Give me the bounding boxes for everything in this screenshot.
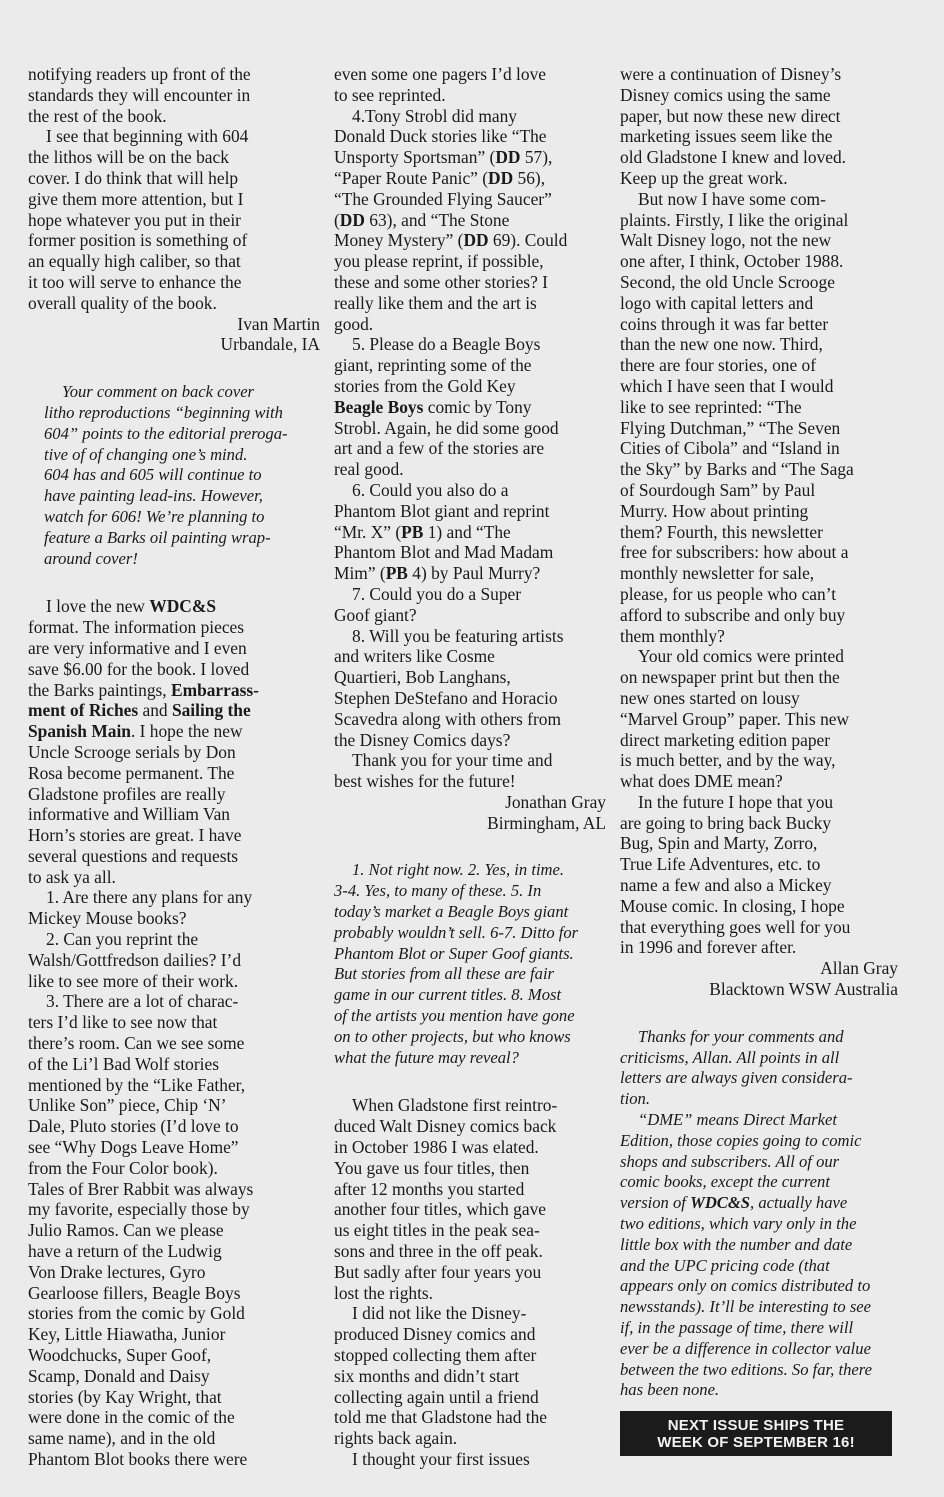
text-line: afford to subscribe and only buy: [620, 604, 846, 625]
text-line: I did not like the Disney-: [352, 1303, 527, 1324]
title-embarrassment: Embarrass-: [170, 679, 259, 700]
text-line: Tales of Brer Rabbit was always: [28, 1178, 254, 1199]
text-line: In the future I hope that you: [638, 791, 834, 812]
text-line: if, in the passage of time, there will: [620, 1318, 854, 1338]
text-line: plaints. Firstly, I like the original: [620, 209, 849, 230]
text-line: one after, I think, October 1988.: [620, 251, 844, 272]
text-line: You gave us four titles, then: [334, 1157, 530, 1178]
text-fragment: 56),: [513, 167, 546, 188]
question-5: [334, 334, 606, 480]
text-fragment: “Paper Route Panic” (: [334, 167, 489, 188]
text-line: like to see reprinted: “The: [620, 396, 802, 417]
text-line: Phantom Blot and Mad Madam: [334, 542, 554, 563]
abbr-pb: PB: [401, 521, 424, 542]
text-line: produced Disney comics and: [334, 1324, 536, 1345]
signature-name: Allan Gray: [820, 958, 898, 979]
text-line: Key, Little Hiawatha, Junior: [28, 1324, 226, 1345]
text-line: you please reprint, if possible,: [334, 251, 544, 272]
signature-name: Jonathan Gray: [505, 791, 606, 812]
signature-place: Urbandale, IA: [220, 334, 320, 355]
text-line: appears only on comics distributed to: [620, 1276, 871, 1296]
text-line: duced Walt Disney comics back: [334, 1116, 557, 1137]
text-line: of the artists you mention have gone: [334, 1006, 575, 1026]
text-fragment: Unsporty Sportsman” (: [334, 147, 496, 168]
text-line: on newspaper print but then the: [620, 667, 840, 688]
title-wdcs: WDC&S: [149, 596, 217, 617]
text-line: several questions and requests: [28, 845, 239, 866]
text-line: lost the rights.: [334, 1282, 434, 1303]
banner-line-1: NEXT ISSUE SHIPS THE: [667, 1417, 845, 1435]
text-line: Your comment on back cover: [62, 382, 255, 402]
text-line: stopped collecting them after: [334, 1345, 537, 1366]
text-line: are very informative and I even: [28, 637, 247, 658]
text-line: “DME” means Direct Market: [638, 1110, 837, 1130]
text-line: 3. There are a lot of charac-: [46, 991, 239, 1012]
text-line: see “Why Dogs Leave Home”: [28, 1137, 239, 1158]
text-line: paper, but now these new direct: [620, 105, 841, 126]
text-line: the Sky” by Barks and “The Saga: [620, 459, 854, 480]
text-line: 7. Could you do a Super: [352, 583, 522, 604]
text-line: 1. Not right now. 2. Yes, in time.: [352, 860, 565, 880]
text-line: monthly newsletter for sale,: [620, 563, 815, 584]
letter-1-continued: [28, 64, 320, 126]
text-line: another four titles, which gave: [334, 1199, 546, 1220]
text-line: collecting again until a friend: [334, 1386, 539, 1407]
text-line: Cities of Cibola” and “Island in: [620, 438, 840, 459]
text-line: [334, 522, 606, 543]
title-sailing: Sailing the: [171, 700, 251, 721]
text-line: stories from the comic by Gold: [28, 1303, 245, 1324]
text-line: 3-4. Yes, to many of these. 5. In: [334, 881, 542, 901]
text-line: feature a Barks oil painting wrap-: [44, 527, 271, 547]
text-line: [334, 397, 606, 418]
text-line: on to other projects, but who knows: [334, 1026, 571, 1046]
signature-name: Ivan Martin: [237, 313, 320, 334]
abbr-dd: DD: [339, 209, 365, 230]
column-2: [334, 64, 606, 1470]
text-line: standards they will encounter in: [28, 84, 251, 105]
text-line: [620, 1193, 898, 1214]
text-line: [28, 680, 320, 701]
letter-2-closing: [334, 750, 606, 792]
text-line: shops and subscribers. All of our: [620, 1151, 840, 1171]
text-line: newsstands). It’ll be interesting to see: [620, 1297, 872, 1317]
question-8: [334, 626, 606, 751]
letter-3-paragraph-1: [334, 1095, 606, 1303]
text-line: Edition, those copies going to comic: [620, 1130, 862, 1150]
text-fragment: 63), and “The Stone: [364, 209, 510, 230]
text-fragment: 4) by Paul Murry?: [407, 563, 541, 584]
text-line: [28, 596, 320, 617]
text-line: 4.Tony Strobl did many: [352, 105, 517, 126]
signature-allan-gray: [620, 958, 898, 1000]
text-line: Dale, Pluto stories (I’d love to: [28, 1116, 239, 1137]
text-line: stories (by Kay Wright, that: [28, 1386, 222, 1407]
text-line: between the two editions. So far, there: [620, 1359, 872, 1379]
text-line: [334, 230, 606, 251]
text-line: Mouse comic. In closing, I hope: [620, 895, 845, 916]
text-fragment: 57),: [520, 147, 553, 168]
text-line: that everything goes well for you: [620, 916, 851, 937]
text-line: informative and William Van: [28, 804, 230, 825]
text-line: [334, 147, 606, 168]
text-line: two editions, which vary only in the: [620, 1214, 857, 1234]
text-line: have painting lead-ins. However,: [44, 486, 263, 506]
text-line: ever be a difference in collector value: [620, 1338, 871, 1358]
text-line: “The Grounded Flying Saucer”: [334, 188, 552, 209]
text-line: 1. Are there any plans for any: [46, 887, 253, 908]
text-line: than the new one now. Third,: [620, 334, 823, 355]
letter-3-complaints: [620, 189, 898, 647]
text-line: Rosa become permanent. The: [28, 762, 235, 783]
text-line: Disney comics using the same: [620, 84, 831, 105]
text-line: free for subscribers: how about a: [620, 542, 849, 563]
text-line: Scamp, Donald and Daisy: [28, 1365, 210, 1386]
text-line: Woodchucks, Super Goof,: [28, 1345, 212, 1366]
text-line: Mickey Mouse books?: [28, 908, 187, 929]
text-line: and writers like Cosme: [334, 646, 495, 667]
text-line: Uncle Scrooge serials by Don: [28, 741, 236, 762]
text-line: 6. Could you also do a: [352, 479, 509, 500]
text-line: really like them and the art is: [334, 292, 537, 313]
text-line: tive of of changing one’s mind.: [44, 444, 248, 464]
text-line: former position is something of: [28, 230, 248, 251]
text-line: ters I’d like to see now that: [28, 1012, 218, 1033]
text-line: the rest of the book.: [28, 105, 167, 126]
text-line: I see that beginning with 604: [46, 126, 249, 147]
text-line: six months and didn’t start: [334, 1365, 520, 1386]
text-line: I thought your first issues: [352, 1449, 530, 1469]
text-line: there’s room. Can we see some: [28, 1033, 245, 1054]
text-fragment: comic by Tony: [423, 396, 532, 417]
text-line: When Gladstone first reintro-: [352, 1095, 558, 1116]
text-line: best wishes for the future!: [334, 771, 516, 792]
text-line: giant, reprinting some of the: [334, 355, 532, 376]
text-line: them monthly?: [620, 625, 725, 646]
text-fragment: 1) and “The: [423, 521, 511, 542]
text-line: after 12 months you started: [334, 1178, 525, 1199]
text-line: 5. Please do a Beagle Boys: [352, 334, 541, 355]
column-3: [620, 64, 898, 1456]
text-line: [334, 168, 606, 189]
text-line: Stephen DeStefano and Horacio: [334, 687, 558, 708]
text-line: good.: [334, 313, 374, 334]
letter-3-future: [620, 792, 898, 958]
title-beagle-boys: Beagle Boys: [334, 396, 424, 417]
text-line: hope whatever you put in their: [28, 209, 241, 230]
text-line: like to see more of their work.: [28, 970, 239, 991]
text-line: to ask ya all.: [28, 866, 116, 887]
text-line: True Life Adventures, etc. to: [620, 854, 821, 875]
text-line: of the Li’l Bad Wolf stories: [28, 1053, 219, 1074]
letter-1-paragraph-2: [28, 126, 320, 313]
text-line: in October 1986 I was elated.: [334, 1137, 539, 1158]
text-line: Bug, Spin and Marty, Zorro,: [620, 833, 818, 854]
editor-reply-3a: [620, 1027, 898, 1110]
text-line: same name), and in the old: [28, 1428, 216, 1449]
text-fragment: 69). Could: [488, 230, 568, 251]
text-line: notifying readers up front of the: [28, 64, 251, 84]
text-fragment: Money Mystery” (: [334, 230, 464, 251]
text-line: of Sourdough Sam” by Paul: [620, 479, 816, 500]
text-line: my favorite, especially those by: [28, 1199, 250, 1220]
text-line: these and some other stories? I: [334, 271, 548, 292]
next-issue-banner: [620, 1411, 892, 1456]
title-sailing-cont: Spanish Main: [28, 721, 131, 742]
text-fragment: Mim” (: [334, 563, 386, 584]
text-line: game in our current titles. 8. Most: [334, 985, 562, 1005]
question-4: [334, 106, 606, 335]
text-line: But stories from all these are fair: [334, 964, 555, 984]
text-line: coins through it was far better: [620, 313, 829, 334]
banner-line-2: WEEK OF SEPTEMBER 16!: [657, 1434, 855, 1452]
signature-jonathan-gray: [334, 792, 606, 834]
text-line: Von Drake lectures, Gyro: [28, 1261, 206, 1282]
text-line: overall quality of the book.: [28, 292, 217, 313]
question-6: [334, 480, 606, 584]
letter-3-continued: [620, 64, 898, 189]
text-line: Thanks for your comments and: [638, 1026, 844, 1046]
column-1: [28, 64, 320, 1470]
title-wdcs: WDC&S: [690, 1193, 751, 1213]
letter-2-continued: [334, 64, 606, 106]
text-line: and the UPC pricing code (that: [620, 1255, 830, 1275]
text-line: comic books, except the current: [620, 1172, 830, 1192]
text-line: 604 has and 605 will continue to: [44, 465, 262, 485]
text-fragment: version of: [620, 1193, 691, 1213]
text-line: what the future may reveal?: [334, 1047, 519, 1067]
text-line: Phantom Blot books there were: [28, 1449, 248, 1469]
letter-3-paragraph-3: [334, 1449, 606, 1470]
letter-3-paragraph-2: [334, 1303, 606, 1449]
text-line: letters are always given considera-: [620, 1068, 853, 1088]
text-line: sons and three in the off peak.: [334, 1241, 543, 1262]
text-line: cover. I do think that will help: [28, 167, 239, 188]
text-line: Unlike Son” piece, Chip ‘N’: [28, 1095, 227, 1116]
text-line: tion.: [620, 1089, 650, 1109]
text-line: name a few and also a Mickey: [620, 875, 832, 896]
text-line: Flying Dutchman,” “The Seven: [620, 417, 841, 438]
text-line: Thank you for your time and: [352, 750, 553, 771]
text-line: the Disney Comics days?: [334, 729, 511, 750]
text-line: are going to bring back Bucky: [620, 812, 832, 833]
text-line: were done in the comic of the: [28, 1407, 235, 1428]
text-line: give them more attention, but I: [28, 188, 244, 209]
text-line: direct marketing edition paper: [620, 729, 831, 750]
text-line: Your old comics were printed: [638, 646, 844, 667]
abbr-pb: PB: [385, 563, 408, 584]
text-line: criticisms, Allan. All points in all: [620, 1047, 840, 1067]
text-line: Julio Ramos. Can we please: [28, 1220, 224, 1241]
text-line: “Marvel Group” paper. This new: [620, 708, 850, 729]
letter-2-paragraph-1: [28, 596, 320, 887]
text-line: Goof giant?: [334, 604, 417, 625]
abbr-dd: DD: [495, 147, 521, 168]
text-line: [334, 563, 606, 584]
text-line: new ones started on lousy: [620, 687, 800, 708]
editor-reply-1: [28, 382, 320, 569]
text-line: Gladstone profiles are really: [28, 783, 226, 804]
text-line: [28, 700, 320, 721]
text-line: litho reproductions “beginning with: [44, 402, 283, 422]
letter-3-paper: [620, 646, 898, 792]
text-line: 2. Can you reprint the: [46, 929, 199, 950]
text-fragment: and: [138, 700, 172, 721]
text-line: marketing issues seem like the: [620, 126, 833, 147]
text-line: has been none.: [620, 1380, 720, 1400]
text-line: which I have seen that I would: [620, 375, 834, 396]
text-fragment: I love the new: [46, 596, 150, 617]
text-line: But sadly after four years you: [334, 1261, 542, 1282]
abbr-dd: DD: [463, 230, 489, 251]
text-line: were a continuation of Disney’s: [620, 64, 842, 84]
text-line: what does DME mean?: [620, 771, 783, 792]
text-line: from the Four Color book).: [28, 1157, 218, 1178]
text-line: it too will serve to enhance the: [28, 271, 242, 292]
text-fragment: the Barks paintings,: [28, 679, 171, 700]
text-line: probably wouldn’t sell. 6-7. Ditto for: [334, 922, 579, 942]
text-line: Quartieri, Bob Langhans,: [334, 667, 511, 688]
signature-place: Blacktown WSW Australia: [709, 979, 898, 1000]
text-fragment: . I hope the new: [130, 721, 243, 742]
text-line: in 1996 and forever after.: [620, 937, 797, 958]
text-line: But now I have some com-: [638, 188, 826, 209]
text-line: is much better, and by the way,: [620, 750, 836, 771]
text-line: Keep up the great work.: [620, 167, 788, 188]
text-line: logo with capital letters and: [620, 292, 814, 313]
text-line: told me that Gladstone had the: [334, 1407, 547, 1428]
text-line: the lithos will be on the back: [28, 147, 229, 168]
text-line: little box with the number and date: [620, 1234, 853, 1254]
text-line: Scavedra along with others from: [334, 708, 561, 729]
text-line: Gearloose fillers, Beagle Boys: [28, 1282, 241, 1303]
editor-reply-3b: [620, 1110, 898, 1401]
text-line: Walsh/Gottfredson dailies? I’d: [28, 949, 242, 970]
text-line: them? Fourth, this newsletter: [620, 521, 823, 542]
text-line: an equally high caliber, so that: [28, 251, 241, 272]
title-embarrassment-cont: ment of Riches: [28, 700, 139, 721]
text-fragment: “Mr. X” (: [334, 521, 402, 542]
text-line: Phantom Blot giant and reprint: [334, 500, 550, 521]
text-line: Strobl. Again, he did some good: [334, 417, 559, 438]
text-line: stories from the Gold Key: [334, 375, 516, 396]
text-line: Phantom Blot or Super Goof giants.: [334, 943, 574, 963]
text-line: format. The information pieces: [28, 617, 245, 638]
signature-place: Birmingham, AL: [487, 812, 606, 833]
text-line: [28, 721, 320, 742]
text-line: old Gladstone I knew and loved.: [620, 147, 847, 168]
question-7: [334, 584, 606, 626]
abbr-dd: DD: [488, 167, 514, 188]
text-line: mentioned by the “Like Father,: [28, 1074, 246, 1095]
text-line: around cover!: [44, 548, 138, 568]
text-line: [334, 210, 606, 231]
signature-ivan-martin: [28, 314, 320, 356]
editor-reply-2: [334, 860, 606, 1068]
text-line: have a return of the Ludwig: [28, 1241, 222, 1262]
text-line: save $6.00 for the book. I loved: [28, 658, 250, 679]
text-line: Second, the old Uncle Scrooge: [620, 271, 835, 292]
text-line: art and a few of the stories are: [334, 438, 545, 459]
text-line: even some one pagers I’d love: [334, 64, 546, 84]
text-line: us eight titles in the peak sea-: [334, 1220, 540, 1241]
text-line: watch for 606! We’re planning to: [44, 506, 265, 526]
text-line: Walt Disney logo, not the new: [620, 230, 832, 251]
text-line: 604” points to the editorial preroga-: [44, 423, 288, 443]
question-3: [28, 991, 320, 1469]
text-line: Murry. How about printing: [620, 500, 809, 521]
question-1: [28, 887, 320, 929]
text-fragment: (: [334, 209, 340, 230]
text-line: rights back again.: [334, 1428, 458, 1449]
text-line: real good.: [334, 459, 404, 480]
text-line: 8. Will you be featuring artists: [352, 625, 564, 646]
text-line: to see reprinted.: [334, 84, 446, 105]
text-line: Donald Duck stories like “The: [334, 126, 547, 147]
text-line: today’s market a Beagle Boys giant: [334, 902, 569, 922]
text-line: please, for us people who can’t: [620, 583, 837, 604]
text-fragment: , actually have: [750, 1193, 848, 1213]
question-2: [28, 929, 320, 991]
text-line: Horn’s stories are great. I have: [28, 825, 242, 846]
text-line: there are four stories, one of: [620, 355, 817, 376]
